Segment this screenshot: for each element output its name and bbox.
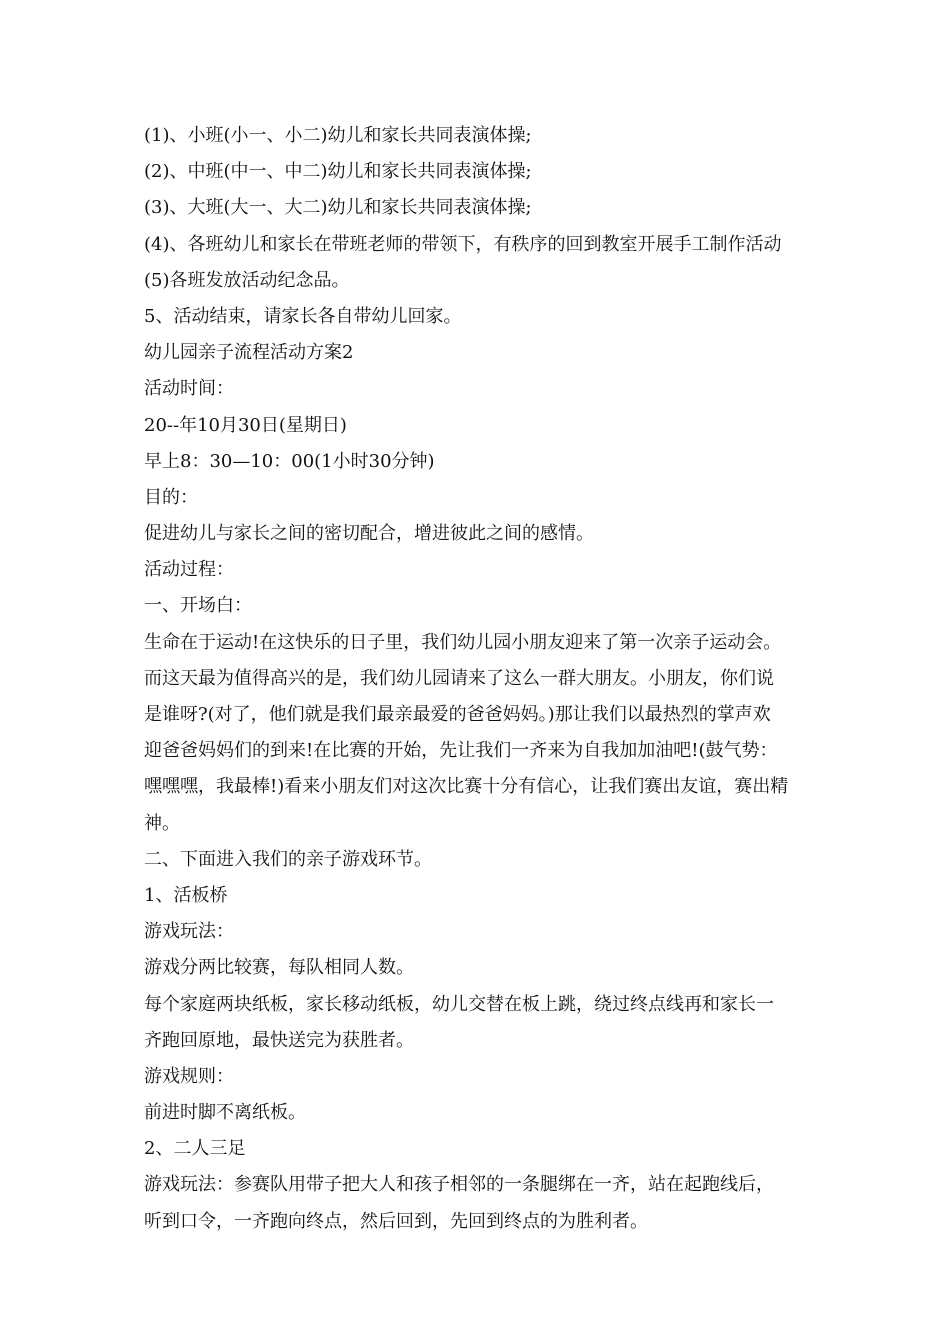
text-line-10: 早上8：30—10：00(1小时30分钟) xyxy=(144,450,435,472)
text-line-24: 游戏分两比较赛，每队相同人数。 xyxy=(144,957,414,979)
text-line-04: (4)、各班幼儿和家长在带班老师的带领下，有秩序的回到教室开展手工制作活动 xyxy=(144,233,782,255)
text-line-14: 一、开场白： xyxy=(144,595,252,617)
text-line-29: 2、二人三足 xyxy=(144,1138,246,1160)
text-line-09: 20--年10月30日(星期日) xyxy=(144,414,347,436)
text-line-23: 游戏玩法： xyxy=(144,921,234,943)
document-body xyxy=(144,118,814,1240)
text-line-01: (1)、小班(小一、小二)幼儿和家长共同表演体操; xyxy=(144,125,532,146)
text-line-31: 听到口令，一齐跑向终点，然后回到，先回到终点的为胜利者。 xyxy=(144,1210,648,1232)
text-line-03: (3)、大班(大一、大二)幼儿和家长共同表演体操; xyxy=(144,197,532,219)
text-line-20: 神。 xyxy=(144,812,180,834)
text-line-18: 迎爸爸妈妈们的到来!在比赛的开始，先让我们一齐来为自我加加油吧!(鼓气势： xyxy=(144,740,778,762)
section-title: 幼儿园亲子流程活动方案2 xyxy=(144,342,354,364)
text-line-19: 嘿嘿嘿，我最棒!)看来小朋友们对这次比赛十分有信心，让我们赛出友谊，赛出精 xyxy=(144,776,789,798)
text-line-28: 前进时脚不离纸板。 xyxy=(144,1102,306,1124)
text-line-13: 活动过程： xyxy=(144,559,234,581)
text-line-05: (5)各班发放活动纪念品。 xyxy=(144,269,350,291)
text-line-17: 是谁呀?(对了，他们就是我们最亲最爱的爸爸妈妈。)那让我们以最热烈的掌声欢 xyxy=(144,704,771,725)
text-line-27: 游戏规则： xyxy=(144,1065,234,1087)
text-line-16: 而这天最为值得高兴的是，我们幼儿园请来了这么一群大朋友。小朋友，你们说 xyxy=(144,667,774,689)
text-line-21: 二、下面进入我们的亲子游戏环节。 xyxy=(144,848,432,870)
text-line-22: 1、活板桥 xyxy=(144,884,228,906)
text-line-06: 5、活动结束，请家长各自带幼儿回家。 xyxy=(144,305,462,327)
text-line-11: 目的： xyxy=(144,486,198,508)
text-line-08: 活动时间： xyxy=(144,378,234,400)
text-line-25: 每个家庭两块纸板，家长移动纸板，幼儿交替在板上跳，绕过终点线再和家长一 xyxy=(144,993,774,1015)
text-line-12: 促进幼儿与家长之间的密切配合，增进彼此之间的感情。 xyxy=(144,523,594,545)
text-line-15: 生命在于运动!在这快乐的日子里，我们幼儿园小朋友迎来了第一次亲子运动会。 xyxy=(144,631,782,653)
text-line-26: 齐跑回原地，最快送完为获胜者。 xyxy=(144,1029,414,1051)
text-line-30: 游戏玩法：参赛队用带子把大人和孩子相邻的一条腿绑在一齐，站在起跑线后， xyxy=(144,1174,774,1196)
text-line-02: (2)、中班(中一、中二)幼儿和家长共同表演体操; xyxy=(144,161,532,183)
